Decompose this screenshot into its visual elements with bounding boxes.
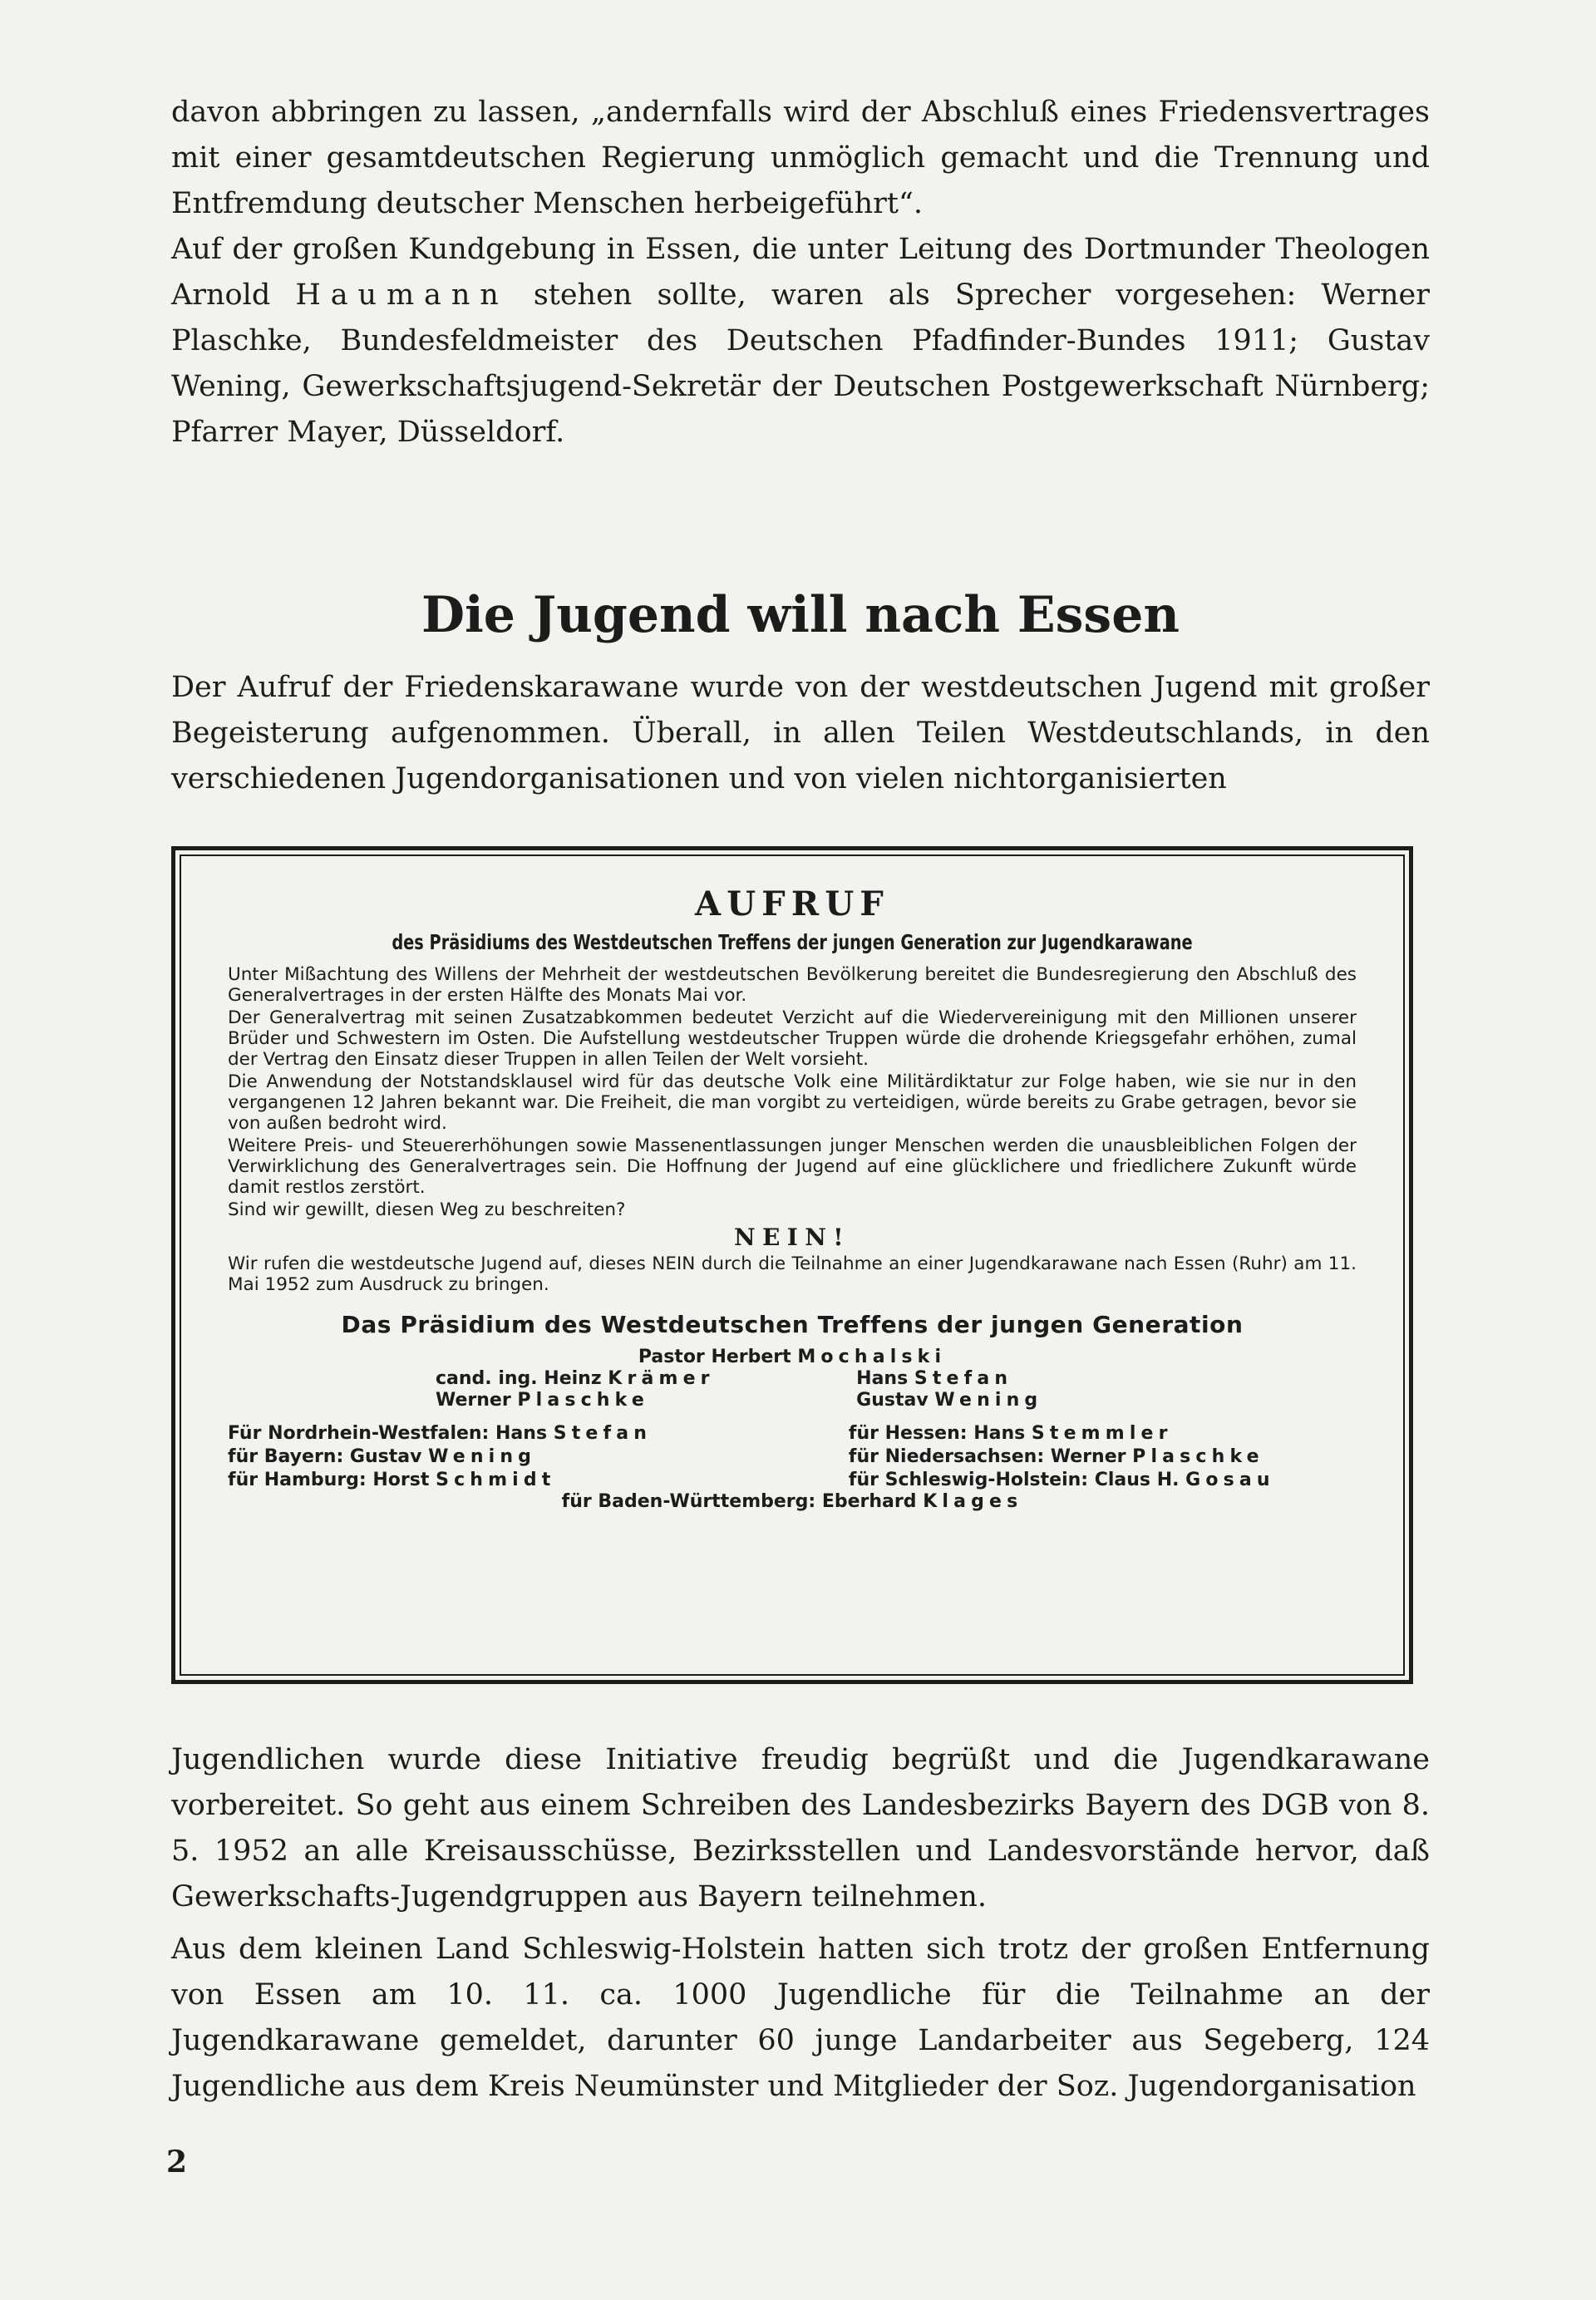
aufruf-paragraph: Weitere Preis- und Steuererhöhungen sowie Massenentlassungen junger Menschen werden die unausbleiblichen Folgen der Verwirklichung des Generalvertrages sein. Die Hoffnung der Jugend auf eine glücklichere und friedlichere Zukunft würde damit restlos zerstört. bbox=[228, 1135, 1357, 1198]
signatory-row bbox=[228, 1368, 1357, 1390]
signatory: Hans Stefan bbox=[856, 1368, 1013, 1389]
intro-paragraph-2-end: stehen sollte, waren als Sprecher vorgesehen: Werner Plaschke, Bundesfeldmeister des Deutschen Pfadfinder-Bundes 1911; Gustav Wening, Gewerkschaftsjugend-Sekretär der Deutschen Postgewerkschaft Nürnberg; Pfarrer Mayer, Düsseldorf. bbox=[171, 278, 1430, 449]
continuation-text bbox=[171, 1737, 1430, 2110]
aufruf-nein: NEIN! bbox=[734, 1224, 850, 1251]
signatory: Werner Plaschke bbox=[436, 1390, 649, 1411]
lead-text bbox=[171, 665, 1430, 802]
region-signatory: für Hessen: Hans Stemmler bbox=[848, 1423, 1173, 1444]
intro-text bbox=[171, 90, 1430, 456]
intro-paragraph-2-start: Auf der großen Kundgebung in Essen, die unter Leitung des Dortmunder Theologen Arnold bbox=[171, 233, 1430, 312]
lead-paragraph: Der Aufruf der Friedenskarawane wurde von der westdeutschen Jugend mit großer Begeisterung aufgenommen. Überall, in allen Teilen Westdeutschlands, in den verschiedenen Jugendorganisationen und von vielen nichtorganisierten bbox=[171, 671, 1430, 795]
aufruf-paragraph: Unter Mißachtung des Willens der Mehrheit der westdeutschen Bevölkerung bereitet die Bundesregierung den Abschluß des Generalvertrages in der ersten Hälfte des Monats Mai vor. bbox=[228, 964, 1357, 1006]
signatory-list bbox=[228, 1347, 1357, 1513]
signatory: Gustav Wening bbox=[856, 1390, 1043, 1411]
aufruf-paragraph: Der Generalvertrag mit seinen Zusatzabkommen bedeutet Verzicht auf die Wiedervereinigung mit den Millionen unserer Brüder und Schwestern im Osten. Die Aufstellung westdeutscher Truppen würde die drohende Kriegsgefahr erhöhen, zumal der Vertrag den Einsatz dieser Truppen in allen Teilen der Welt vorsieht. bbox=[228, 1007, 1357, 1070]
signatory-leader: Pastor Herbert Mochalski bbox=[638, 1347, 947, 1367]
aufruf-box-inner bbox=[180, 854, 1405, 1676]
region-row bbox=[228, 1446, 1357, 1468]
region-signatory: für Bayern: Gustav Wening bbox=[228, 1446, 537, 1467]
aufruf-box bbox=[171, 846, 1413, 1684]
aufruf-signature: Das Präsidium des Westdeutschen Treffens der jungen Generation bbox=[341, 1311, 1244, 1338]
section-heading: Die Jugend will nach Essen bbox=[421, 586, 1180, 644]
aufruf-title: AUFRUF bbox=[694, 884, 890, 923]
intro-paragraph-2 bbox=[171, 227, 1430, 456]
region-signatory: für Schleswig-Holstein: Claus H. Gosau bbox=[848, 1470, 1275, 1490]
region-signatory: für Baden-Württemberg: Eberhard Klages bbox=[561, 1491, 1023, 1512]
aufruf-question: Sind wir gewillt, diesen Weg zu beschreiten? bbox=[228, 1199, 626, 1220]
speaker-name-haumann: Haumann bbox=[295, 278, 509, 312]
signatory: cand. ing. Heinz Krämer bbox=[436, 1368, 715, 1389]
intro-paragraph-1: davon abbringen zu lassen, „andernfalls wird der Abschluß eines Friedensvertrages mit einer gesamtdeutschen Regierung unmöglich gemacht und die Trennung und Entfremdung deutscher Menschen herbeigeführt“. bbox=[171, 96, 1430, 220]
region-row bbox=[228, 1470, 1357, 1491]
page-number: 2 bbox=[166, 2145, 188, 2179]
region-signatory: für Niedersachsen: Werner Plaschke bbox=[848, 1446, 1264, 1467]
region-signatory: Für Nordrhein-Westfalen: Hans Stefan bbox=[228, 1423, 653, 1444]
region-signatory: für Hamburg: Horst Schmidt bbox=[228, 1470, 556, 1490]
aufruf-paragraph: Die Anwendung der Notstandsklausel wird für das deutsche Volk eine Militärdiktatur zur Folge haben, wie sie nur in den vergangenen 12 Jahren bekannt war. Die Freiheit, die man vorgibt zu verteidigen, würde bereits zu Grabe getragen, bevor sie von außen bedroht wird. bbox=[228, 1071, 1357, 1134]
aufruf-subtitle: des Präsidiums des Westdeutschen Treffens der jungen Generation zur Jugendkarawane bbox=[392, 930, 1193, 954]
aufruf-call: Wir rufen die westdeutsche Jugend auf, dieses NEIN durch die Teilnahme an einer Jugendkarawane nach Essen (Ruhr) am 11. Mai 1952 zum Ausdruck zu bringen. bbox=[228, 1253, 1357, 1295]
signatory-row bbox=[228, 1390, 1357, 1411]
region-row bbox=[228, 1423, 1357, 1445]
regional-signatories bbox=[228, 1423, 1357, 1513]
continuation-paragraph-1: Jugendlichen wurde diese Initiative freudig begrüßt und die Jugendkarawane vorbereitet. So geht aus einem Schreiben des Landesbezirks Bayern des DGB von 8. 5. 1952 an alle Kreisausschüsse, Bezirksstellen und Landesvorstände hervor, daß Gewerkschafts-Jugendgruppen aus Bayern teilnehmen. bbox=[171, 1743, 1430, 1913]
continuation-paragraph-2: Aus dem kleinen Land Schleswig-Holstein hatten sich trotz der großen Entfernung von Essen am 10. 11. ca. 1000 Jugendliche für die Teilnahme an der Jugendkarawane gemeldet, darunter 60 junge Landarbeiter aus Segeberg, 124 Jugendliche aus dem Kreis Neumünster und Mitglieder der Soz. Jugendorganisation bbox=[171, 1933, 1430, 2103]
